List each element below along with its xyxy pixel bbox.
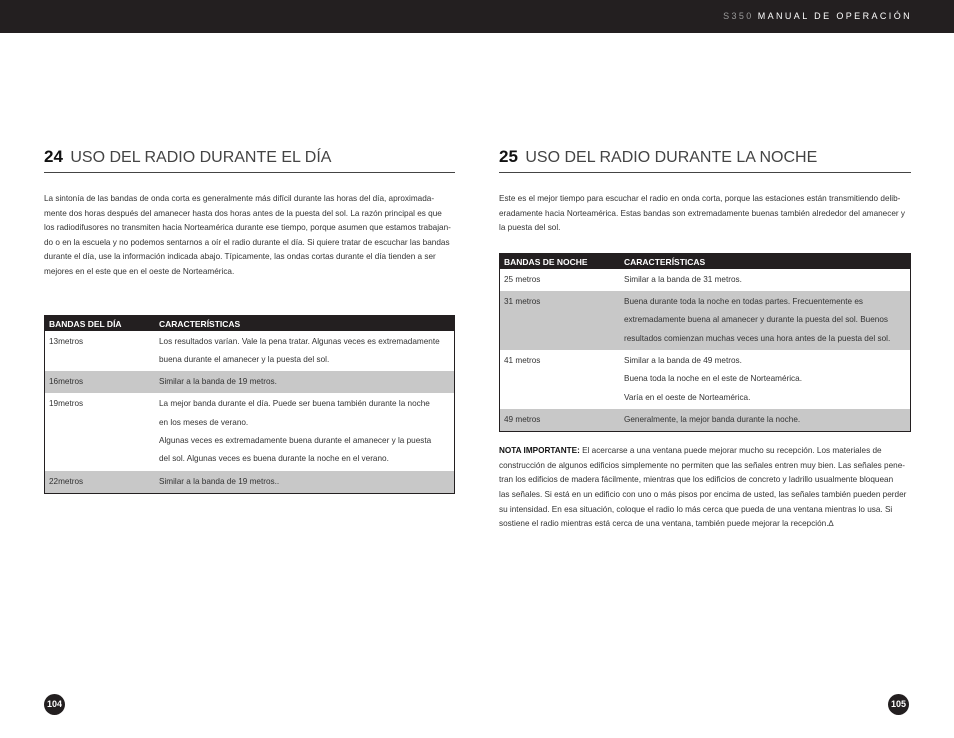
header-title	[723, 11, 912, 21]
characteristics-cell	[620, 269, 911, 291]
column-header-band: BANDAS DE NOCHE	[500, 253, 621, 269]
night-bands-table	[499, 253, 911, 432]
intro-paragraph	[499, 192, 911, 236]
cell-line: Similar a la banda de 31 metros.	[624, 274, 742, 284]
day-bands-table	[44, 315, 455, 494]
page-header	[0, 0, 954, 33]
intro-paragraph	[44, 192, 455, 280]
band-cell: 13metros	[49, 336, 84, 346]
note-line: construcción de algunos edificios simplemente no permiten que las señales entren muy bien. Las señales pene-	[499, 460, 905, 470]
cell-line: Los resultados varían. Vale la pena tratar. Algunas veces es extremadamente	[159, 336, 440, 346]
column-header-characteristics: CARACTERÍSTICAS	[620, 253, 911, 269]
paragraph-line: la puesta del sol.	[499, 223, 561, 233]
band-cell: 22metros	[45, 471, 156, 494]
cell-line: Buena toda la noche en el este de Norteamérica.	[624, 374, 802, 384]
paragraph-line: durante el día, use la información indicada abajo. Típicamente, las ondas cortas durante el día tienden a ser	[44, 252, 436, 262]
table-row	[500, 269, 911, 291]
cell-line: extremadamente buena al amanecer y durante la puesta del sol. Buenos	[624, 315, 888, 325]
characteristics-cell	[155, 471, 455, 494]
cell-line: La mejor banda durante el día. Puede ser buena también durante la noche	[159, 399, 430, 409]
table-row	[500, 350, 911, 409]
cell-line: Buena durante toda la noche en todas partes. Frecuentemente es	[624, 297, 863, 307]
cell-line: en los meses de verano.	[159, 417, 249, 427]
band-cell: 49 metros	[500, 409, 621, 432]
page-number-right: 105	[888, 694, 909, 715]
column-header-characteristics: CARACTERÍSTICAS	[155, 315, 455, 331]
important-note	[499, 444, 911, 532]
section-day	[44, 147, 455, 494]
characteristics-cell	[620, 291, 911, 350]
section-heading: USO DEL RADIO DURANTE LA NOCHE	[525, 149, 818, 166]
table-header-row	[500, 253, 911, 269]
paragraph-line: mejores en el este que en el oeste de Norteamérica.	[44, 266, 235, 276]
note-line	[499, 444, 911, 459]
characteristics-cell	[155, 393, 455, 470]
table-row	[45, 393, 455, 470]
cell-line: Algunas veces es extremadamente buena durante el amanecer y la puesta	[159, 436, 432, 446]
characteristics-cell	[620, 409, 911, 432]
paragraph-line: eradamente hacia Norteamérica. Estas bandas son extremadamente buenas también alrededor del amanecer y	[499, 208, 905, 218]
section-number: 24	[44, 147, 63, 166]
note-label: NOTA IMPORTANTE:	[499, 446, 580, 456]
paragraph-line: Este es el mejor tiempo para escuchar el radio en onda corta, porque las estaciones están transmitiendo delib-	[499, 194, 901, 203]
note-text: El acercarse a una ventana puede mejorar mucho su recepción. Los materiales de	[579, 446, 882, 456]
cell-line: Similar a la banda de 19 metros.	[159, 377, 277, 387]
paragraph-line: los radiodifusores no transmiten hacia Norteamérica durante ese tiempo, porque asumen que estamos trabajan-	[44, 223, 451, 233]
cell-line: resultados comienzan muchas veces una hora antes de la puesta del sol.	[624, 333, 891, 343]
band-cell: 31 metros	[500, 291, 621, 350]
table-header-row	[45, 315, 455, 331]
cell-line: Varía en el oeste de Norteamérica.	[624, 392, 751, 402]
cell-line: del sol. Algunas veces es buena durante la noche en el verano.	[159, 454, 389, 464]
header-model: S350	[723, 11, 754, 21]
header-manual-title: MANUAL DE OPERACIÓN	[757, 11, 912, 21]
section-heading: USO DEL RADIO DURANTE EL DÍA	[70, 149, 332, 166]
note-line: las señales. Si está en un edificio con uno o más pisos por encima de usted, las señales también pueden perder	[499, 489, 907, 499]
table-row	[500, 409, 911, 432]
paragraph-line: La sintonía de las bandas de onda corta es generalmente más difícil durante las horas del día, aproximada-	[44, 194, 435, 203]
band-cell: 25 metros	[504, 274, 541, 284]
cell-line: buena durante el amanecer y la puesta del sol.	[159, 354, 330, 364]
cell-line: Generalmente, la mejor banda durante la noche.	[624, 414, 801, 424]
table-row	[45, 371, 455, 393]
cell-line: Similar a la banda de 19 metros..	[159, 476, 280, 486]
section-night	[499, 147, 911, 532]
table-row	[45, 331, 455, 372]
band-cell: 41 metros	[504, 355, 541, 365]
section-title-night	[499, 147, 911, 173]
section-title-day	[44, 147, 455, 173]
table-row	[45, 471, 455, 494]
section-number: 25	[499, 147, 518, 166]
column-header-band: BANDAS DEL DÍA	[45, 315, 156, 331]
cell-line: Similar a la banda de 49 metros.	[624, 355, 742, 365]
note-line: su intensidad. En esa situación, coloque el radio lo más cerca que pueda de una ventana mientras lo usa. Si	[499, 504, 893, 514]
paragraph-line: mente dos horas después del amanecer hasta dos horas antes de la puesta del sol. La razón principal es que	[44, 208, 442, 218]
characteristics-cell	[620, 350, 911, 409]
table-row	[500, 291, 911, 350]
characteristics-cell	[155, 331, 455, 372]
paragraph-line: do o en la escuela y no podemos sentarnos a oír el radio durante el día. Si quiere tratar de escuchar las bandas	[44, 237, 450, 247]
band-cell: 16metros	[45, 371, 156, 393]
page-number-left: 104	[44, 694, 65, 715]
band-cell: 19metros	[49, 399, 84, 409]
characteristics-cell	[155, 371, 455, 393]
note-line: tran los edificios de madera fácilmente, mientras que los edificios de concreto y ladrillo usualmente bloquean	[499, 475, 894, 485]
note-line: sostiene el radio mientras está cerca de una ventana, también puede mejorar la recepción.∆	[499, 519, 834, 529]
